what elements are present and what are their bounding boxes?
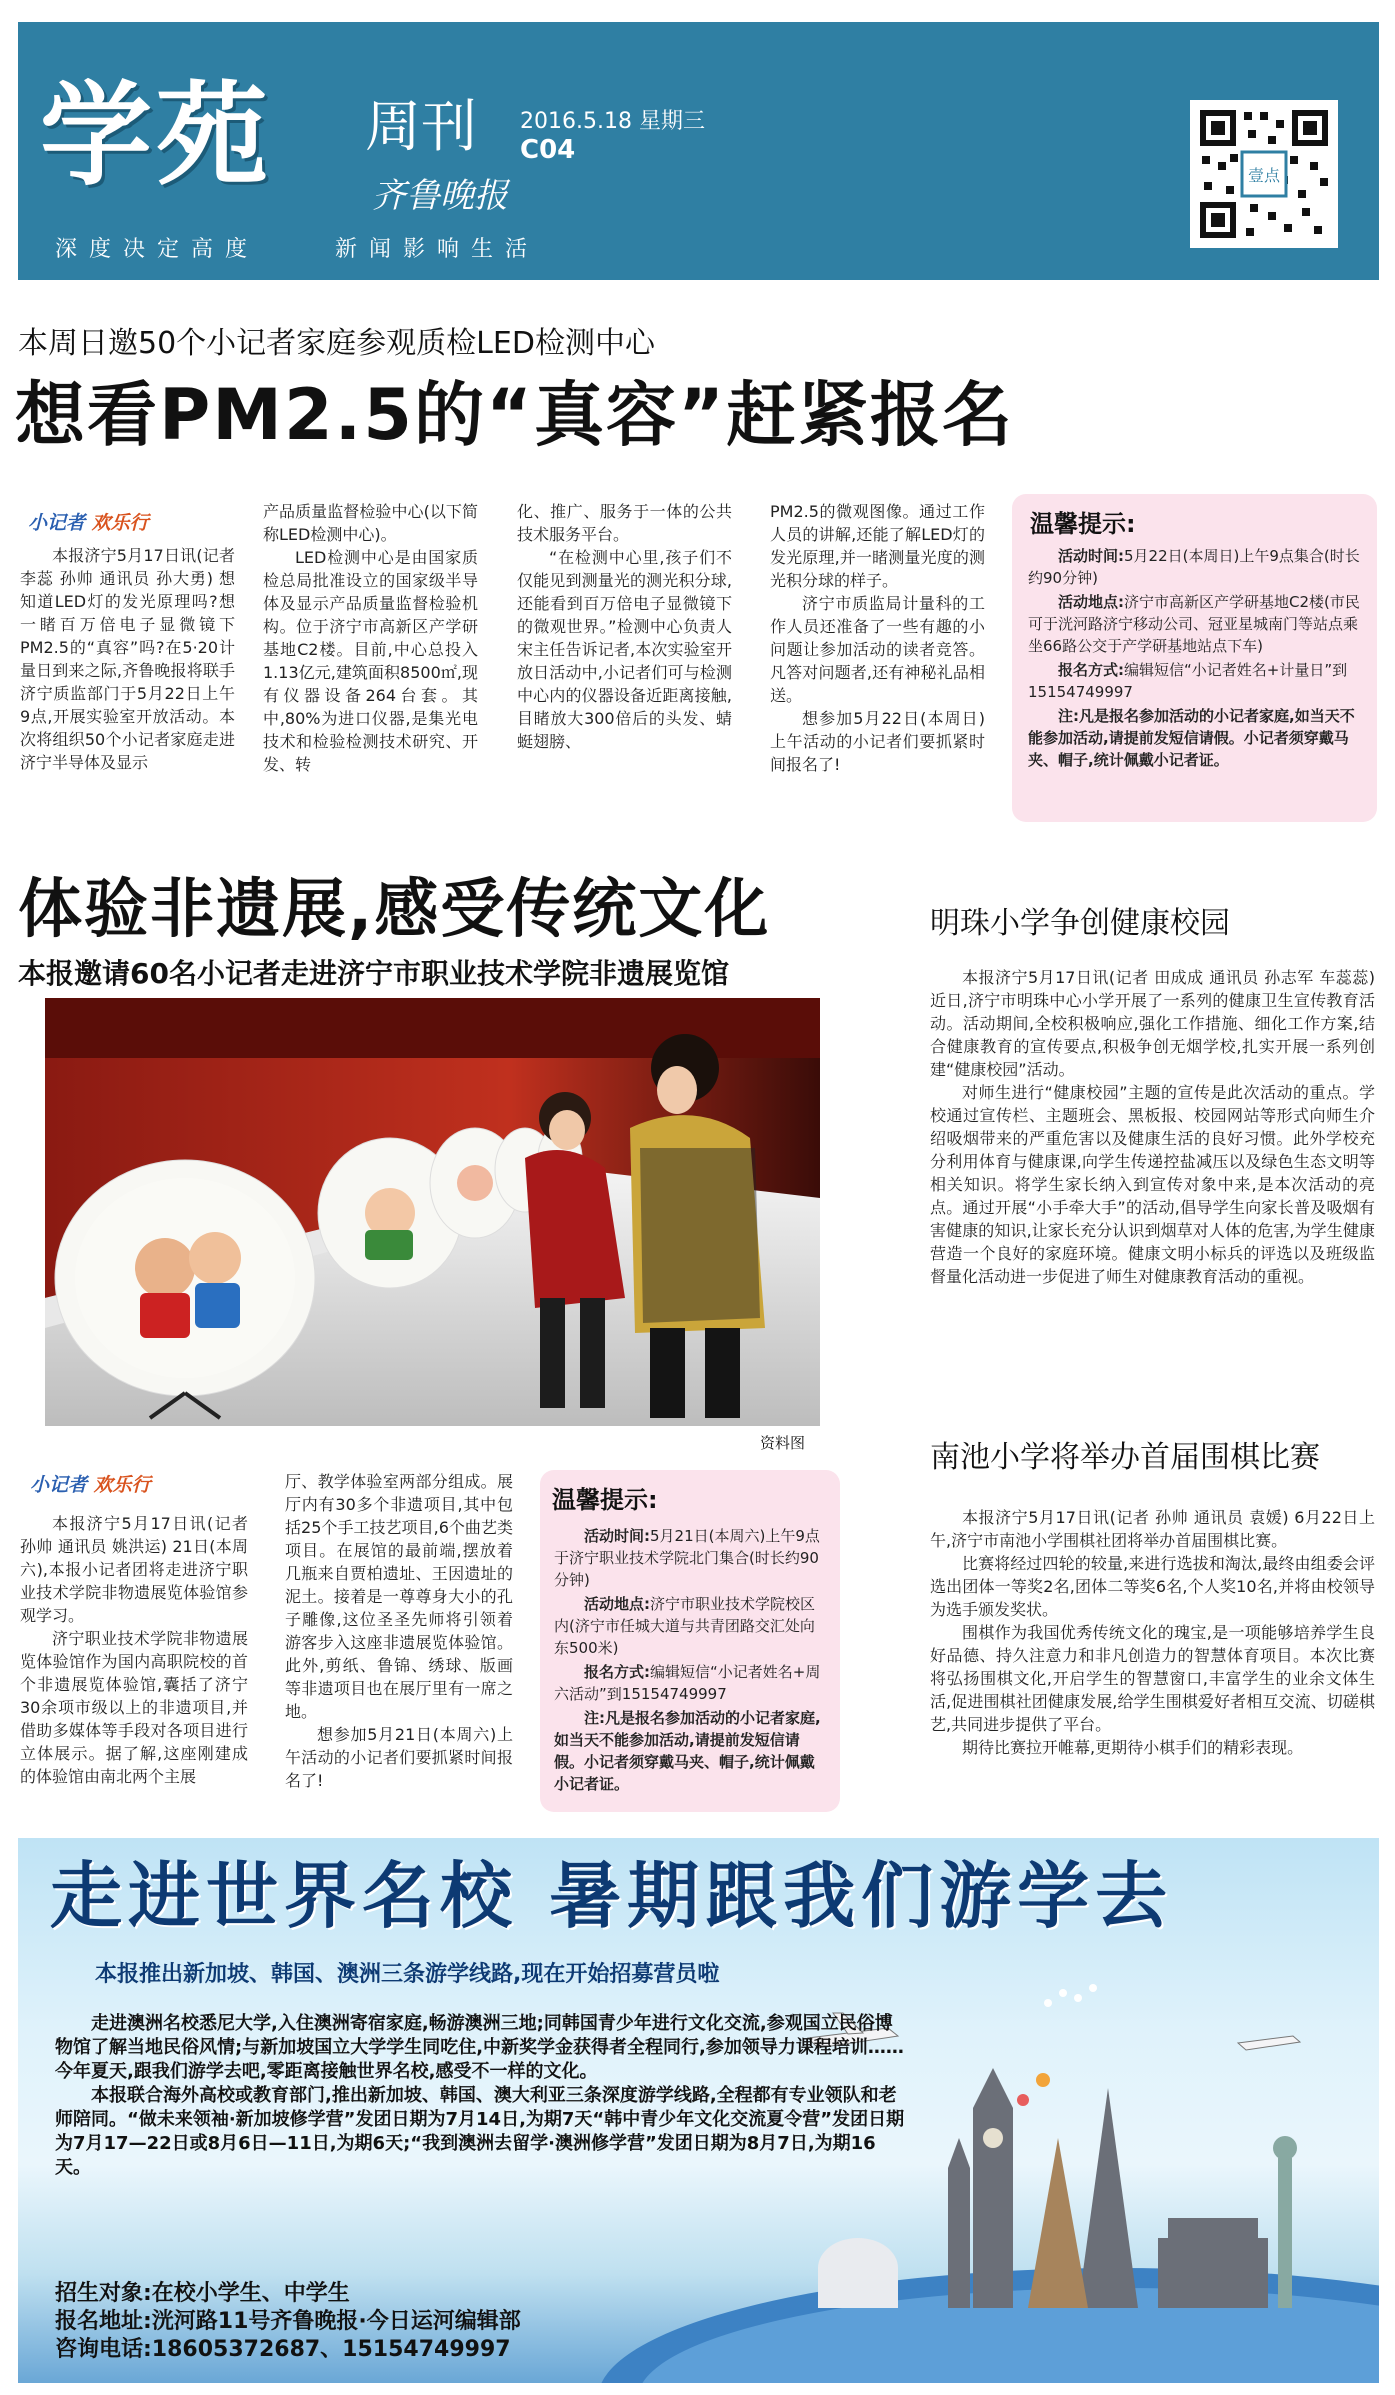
tip-title: 温馨提示: (1030, 510, 1136, 538)
masthead-slogan: 深度决定高度 新闻影响生活 (55, 237, 539, 262)
brand-word-a: 小记者 (28, 512, 86, 534)
story1-headline: 想看PM2.5的“真容”赶紧报名 (15, 374, 1014, 456)
brand-word-b: 欢乐行 (91, 512, 149, 534)
story3-body: 本报济宁5月17日讯(记者 田成成 通讯员 孙志军 车蕊蕊) 近日,济宁市明珠中心小学开展了一系列的健康卫生宣传教育活动。活动期间,全校积极响应,强化工作措施、细化工作方案,结合健康教育的宣传要点,积极争创无烟学校,扎实开展一系列创建“健康校园”活动。 对师生进行“健康校园”主题的宣传是此次活动的重点。学校通过宣传栏、主题班会、黑板报、校园网站等形式向师生介绍吸烟带来的严重危害以及健康生活的良好习惯。此外学校充分利用体育与健康课,向学生传递控盐减压以及绿色生态文明等相关知识。将学生家长纳入到宣传对象中来,是本次活动的亮点。通过开展“小手牵大手”的活动,倡导学生向家长普及吸烟有害健康的知识,让家长充分认识到烟草对人体的危害,为学生健康营造一个良好的家庭环境。健康文明小标兵的评选以及班级监督量化活动进一步促进了师生对健康教育活动的重视。 (930, 968, 1375, 1286)
story2-col1: 本报济宁5月17日讯(记者 孙帅 通讯员 姚洪运) 21日(本周六),本报小记者团将走进济宁职业技术学院非物遗展览体验馆参观学习。 济宁职业技术学院非物遗展览体验馆作为国内高职院校的首个非遗展览体验馆,囊括了济宁30余项市级以上的非遗项目,并借助多媒体等手段对各项目进行立体展示。据了解,这座刚建成的体验馆由南北两个主展 (20, 1514, 248, 1786)
story2-col2: 厅、教学体验室两部分组成。展厅内有30多个非遗项目,其中包括25个手工技艺项目,6个曲艺类项目。在展馆的最前端,摆放着几瓶来自贾柏遗址、王因遗址的泥土。接着是一尊尊身大小的孔子雕像,这位圣圣先师将引领着游客步入这座非遗展览体验馆。此外,剪纸、鲁锦、绣球、版画等非遗项目也在展厅里有一席之地。 想参加5月21日(本周六)上午活动的小记者们要抓紧时间报名了! (285, 1472, 513, 1790)
story1-col2: 产品质量监督检验中心(以下简称LED检测中心)。 LED检测中心是由国家质检总局批准设立的国家级半导体及显示产品质量监督检验机构。位于济宁市高新区产学研基地C2楼。目前,中心总投入1.13亿元,建筑面积8500㎡,现有仪器设备264台套。其中,80%为进口仪器,是集光电技术和检验检测技术研究、开发、转 (263, 502, 478, 774)
brand-word-a: 小记者 (30, 1474, 88, 1496)
qr-code-icon (1190, 100, 1338, 248)
masthead-logo: 学苑 (40, 71, 272, 201)
banner-contact (55, 2280, 521, 2364)
masthead-paper-name: 齐鲁晚报 (372, 176, 508, 216)
signup-address: 报名地址:洸河路11号齐鲁晚报·今日运河编辑部 (55, 2309, 521, 2334)
story1-brand (28, 508, 149, 535)
masthead-weekly: 周刊 (365, 95, 477, 160)
tip-title: 温馨提示: (552, 1486, 658, 1514)
story4-body: 本报济宁5月17日讯(记者 孙帅 通讯员 袁媛) 6月22日上午,济宁市南池小学围棋社团将举办首届围棋比赛。 比赛将经过四轮的较量,来进行选拔和淘汰,最终由组委会评选出团体一等奖2名,团体二等奖6名,个人奖10名,并将由校领导为选手颁发奖状。 围棋作为我国优秀传统文化的瑰宝,是一项能够培养学生良好品德、持久注意力和非凡创造力的智慧体育项目。本次比赛将弘扬围棋文化,开启学生的智慧窗口,丰富学生的业余文体生活,促进围棋社团健康发展,给学生围棋爱好者相互交流、切磋棋艺,共同进步提供了平台。 期待比赛拉开帷幕,更期待小棋手们的精彩表现。 (930, 1508, 1375, 1757)
banner-title: 走进世界名校 暑期跟我们游学去 (50, 1854, 1174, 1938)
story2-subhead: 本报邀请60名小记者走进济宁市职业技术学院非遗展览馆 (18, 957, 729, 990)
story1-col1: 本报济宁5月17日讯(记者 李蕊 孙帅 通讯员 孙大勇) 想知道LED灯的发光原理吗?想一睹百万倍电子显微镜下PM2.5的“真容”吗?在5·20计量日到来之际,齐鲁晚报将联手济宁质监部门于5月22日上午9点,开展实验室开放活动。本次将组织50个小记者家庭走进济宁半导体及显示 (20, 546, 235, 772)
story1-col3: 化、推广、服务于一体的公共技术服务平台。 “在检测中心里,孩子们不仅能见到测量光的测光积分球,还能看到百万倍电子显微镜下的微观世界。”检测中心负责人宋主任告诉记者,本次实验室开放日活动中,小记者们可与检测中心内的仪器设备近距离接触,目睹放大300倍后的头发、蜻蜓翅膀、 (517, 502, 732, 751)
story4-headline: 南池小学将举办首届围棋比赛 (930, 1440, 1320, 1475)
issue-date: 2016.5.18 星期三 (520, 109, 705, 134)
photo-credit: 资料图 (760, 1434, 806, 1452)
story2-headline: 体验非遗展,感受传统文化 (18, 873, 771, 947)
story1-kicker: 本周日邀50个小记者家庭参观质检LED检测中心 (18, 326, 655, 361)
story3-headline: 明珠小学争创健康校园 (930, 906, 1230, 941)
banner-subtitle: 本报推出新加坡、韩国、澳洲三条游学线路,现在开始招募营员啦 (95, 1962, 720, 1987)
contact-phone: 咨询电话:18605372687、15154749997 (55, 2337, 511, 2362)
story1-tip-box: 温馨提示: 活动时间:5月22日(本周日)上午9点集合(时长约90分钟) 活动地点:济宁市高新区产学研基地C2楼(市民可于洸河路济宁移动公司、冠亚星城南门等站点乘坐66路公交于产学研基地站点下车) 报名方式:编辑短信“小记者姓名+计量日”到15154749997 注:凡是报名参加活动的小记者家庭,如当天不能参加活动,请提前发短信请假。小记者须穿戴马夹、帽子,统计佩戴小记者证。 (1012, 494, 1377, 822)
banner-body: 走进澳洲名校悉尼大学,入住澳洲寄宿家庭,畅游澳洲三地;同韩国青少年进行文化交流,参观国立民俗博物馆了解当地民俗风情;与新加坡国立大学学生同吃住,中新奖学金获得者全程同行,参加领导力课程培训……今年夏天,跟我们游学去吧,零距离接触世界名校,感受不一样的文化。 本报联合海外高校或教育部门,推出新加坡、韩国、澳大利亚三条深度游学线路,全程都有专业领队和老师陪同。“做未来领袖·新加坡修学营”发团日期为7月14日,为期7天“韩中青少年文化交流夏令营”发团日期为7月17—22日或8月6日—11日,为期6天;“我到澳洲去留学·澳洲修学营”发团日期为8月7日,为期16天。 (55, 2013, 905, 2178)
brand-word-b: 欢乐行 (93, 1474, 151, 1496)
qr-label: 壹点 (1247, 166, 1281, 185)
page-number: C04 (520, 135, 576, 165)
story1-col4: PM2.5的微观图像。通过工作人员的讲解,还能了解LED灯的发光原理,并一睹测量光度的测光积分球的样子。 济宁市质监局计量科的工作人员还准备了一些有趣的小问题让参加活动的读者竞答。凡答对问题者,还有神秘礼品相送。 想参加5月22日(本周日)上午活动的小记者们要抓紧时间报名了! (770, 502, 985, 774)
exhibition-photo (45, 998, 820, 1426)
story2-tip-box: 温馨提示: 活动时间:5月21日(本周六)上午9点于济宁职业技术学院北门集合(时长约90分钟) 活动地点:济宁市职业技术学院校区内(济宁市任城大道与共青团路交汇处向东500米) 报名方式:编辑短信“小记者姓名+周六活动”到15154749997 注:凡是报名参加活动的小记者家庭,如当天不能参加活动,请提前发短信请假。小记者须穿戴马夹、帽子,统计佩戴小记者证。 (540, 1470, 840, 1812)
recruit-target: 招生对象:在校小学生、中学生 (55, 2281, 350, 2306)
story2-brand (30, 1470, 151, 1497)
